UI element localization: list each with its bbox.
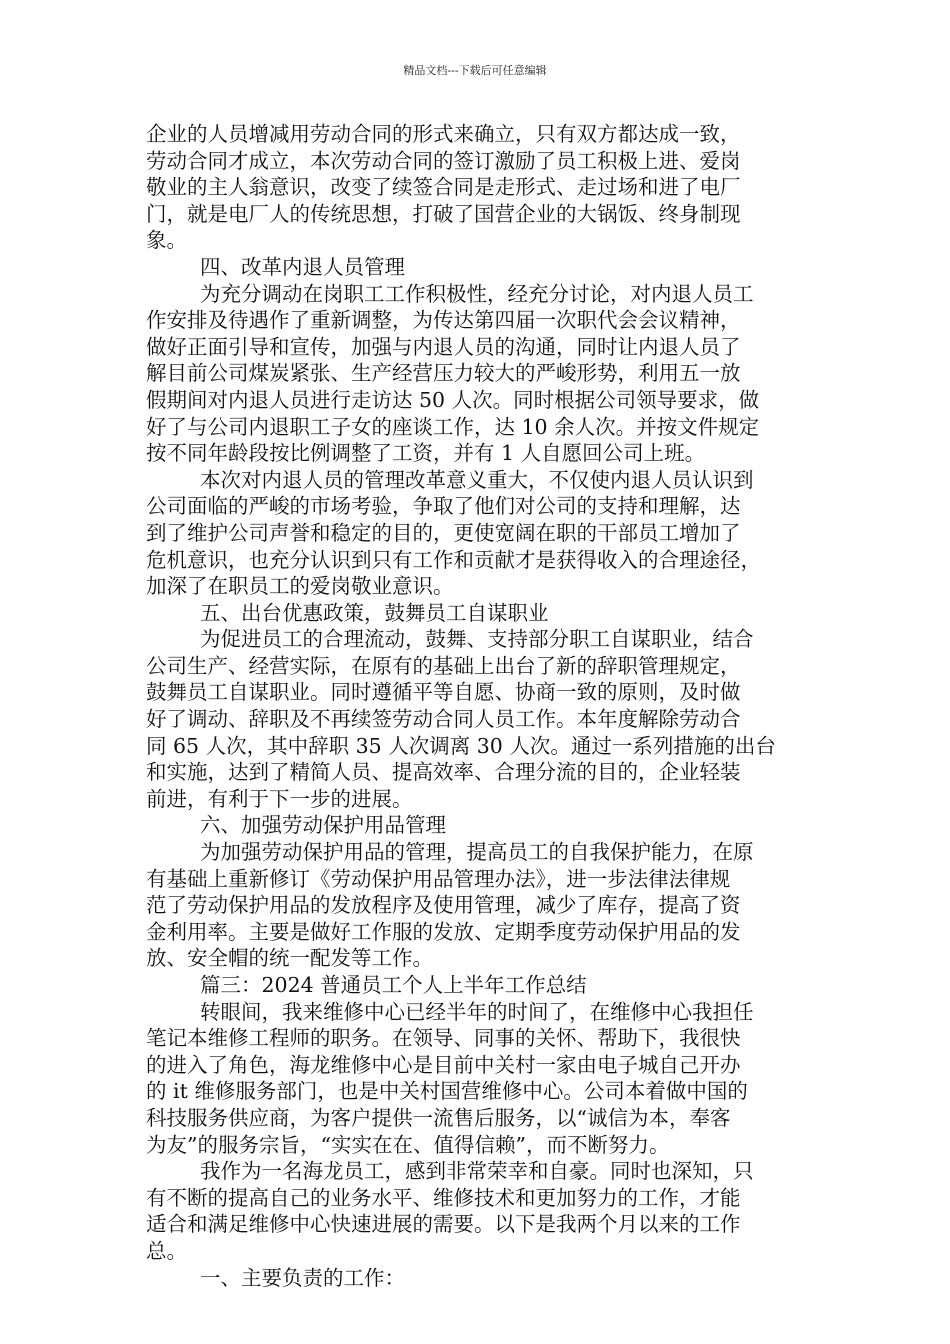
text-line: 作安排及待遇作了重新调整，为传达第四届一次职代会会议精神， <box>146 308 741 333</box>
text-line: 的 it 维修服务部门，也是中关村国营维修中心。公司本着做中国的 <box>146 1079 748 1104</box>
text-line: 的进入了角色，海龙维修中心是目前中关村一家由电子城自己开办 <box>146 1052 741 1077</box>
text-line: 鼓舞员工自谋职业。同时遵循平等自愿、协商一致的原则，及时做 <box>146 680 741 705</box>
text-line: 到了维护公司声誉和稳定的目的，更使宽阔在职的干部员工增加了 <box>146 520 741 545</box>
text-line: 按不同年龄段按比例调整了工资，并有 1 人自愿回公司上班。 <box>146 441 706 466</box>
text-line: 有不断的提高自己的业务水平、维修技术和更加努力的工作，才能 <box>146 1185 741 1210</box>
text-line: 假期间对内退人员进行走访达 50 人次。同时根据公司领导要求，做 <box>146 387 760 412</box>
text-line: 转眼间，我来维修中心已经半年的时间了，在维修中心我担任 <box>200 999 754 1024</box>
text-line: 象。 <box>146 228 187 253</box>
text-line: 门，就是电厂人的传统思想，打破了国营企业的大锅饭、终身制现 <box>146 201 741 226</box>
text-line: 敬业的主人翁意识，改变了续签合同是走形式、走过场和进了电厂 <box>146 175 741 200</box>
text-line: 加深了在职员工的爱岗敬业意识。 <box>146 574 454 599</box>
text-line: 放、安全帽的统一配发等工作。 <box>146 946 433 971</box>
text-line: 同 65 人次，其中辞职 35 人次调离 30 人次。通过一系列措施的出台 <box>146 733 776 758</box>
text-line: 金利用率。主要是做好工作服的发放、定期季度劳动保护用品的发 <box>146 919 741 944</box>
text-line: 为友”的服务宗旨，“实实在在、值得信赖”，而不断努力。 <box>146 1132 670 1157</box>
text-line: 我作为一名海龙员工，感到非常荣幸和自豪。同时也深知，只 <box>200 1159 754 1184</box>
text-line: 五、出台优惠政策，鼓舞员工自谋职业 <box>200 600 549 625</box>
text-line: 一、主要负责的工作： <box>200 1265 405 1290</box>
text-line: 笔记本维修工程师的职务。在领导、同事的关怀、帮助下，我很快 <box>146 1026 741 1051</box>
text-line: 好了与公司内退职工子女的座谈工作，达 10 余人次。并按文件规定 <box>146 414 760 439</box>
text-line: 为加强劳动保护用品的管理，提高员工的自我保护能力，在原 <box>200 840 754 865</box>
text-line: 危机意识，也充分认识到只有工作和贡献才是获得收入的合理途径， <box>146 547 761 572</box>
text-line: 做好正面引导和宣传，加强与内退人员的沟通，同时让内退人员了 <box>146 334 741 359</box>
text-line: 企业的人员增减用劳动合同的形式来确立，只有双方都达成一致， <box>146 122 741 146</box>
text-line: 公司生产、经营实际，在原有的基础上出台了新的辞职管理规定， <box>146 653 741 678</box>
text-line: 和实施，达到了精简人员、提高效率、合理分流的目的，企业轻装 <box>146 760 741 785</box>
text-line: 科技服务供应商，为客户提供一流售后服务，以“诚信为本，奉客 <box>146 1105 731 1130</box>
text-line: 解目前公司煤炭紧张、生产经营压力较大的严峻形势，利用五一放 <box>146 361 741 386</box>
text-line: 本次对内退人员的管理改革意义重大，不仅使内退人员认识到 <box>200 467 754 492</box>
text-line: 公司面临的严峻的市场考验，争取了他们对公司的支持和理解，达 <box>146 494 741 519</box>
text-line: 范了劳动保护用品的发放程序及使用管理，减少了库存，提高了资 <box>146 893 741 918</box>
text-line: 总。 <box>146 1238 187 1263</box>
text-line: 六、加强劳动保护用品管理 <box>200 813 446 838</box>
text-line: 好了调动、辞职及不再续签劳动合同人员工作。本年度解除劳动合 <box>146 707 741 732</box>
text-line: 劳动合同才成立，本次劳动合同的签订激励了员工积极上进、爱岗 <box>146 148 741 173</box>
text-line: 有基础上重新修订《劳动保护用品管理办法》，进一步法律法律规 <box>146 866 731 891</box>
text-line: 前进，有利于下一步的进展。 <box>146 786 413 811</box>
text-line: 为促进员工的合理流动，鼓舞、支持部分职工自谋职业，结合 <box>200 627 754 652</box>
text-line: 四、改革内退人员管理 <box>200 254 405 279</box>
text-line: 适合和满足维修中心快速进展的需要。以下是我两个月以来的工作 <box>146 1212 741 1237</box>
document-body <box>146 121 814 1291</box>
page-header: 精品文档---下载后可任意编辑 <box>403 64 547 77</box>
text-line: 为充分调动在岗职工工作积极性，经充分讨论，对内退人员工 <box>200 281 754 306</box>
text-line: 篇三：2024 普通员工个人上半年工作总结 <box>200 973 587 997</box>
